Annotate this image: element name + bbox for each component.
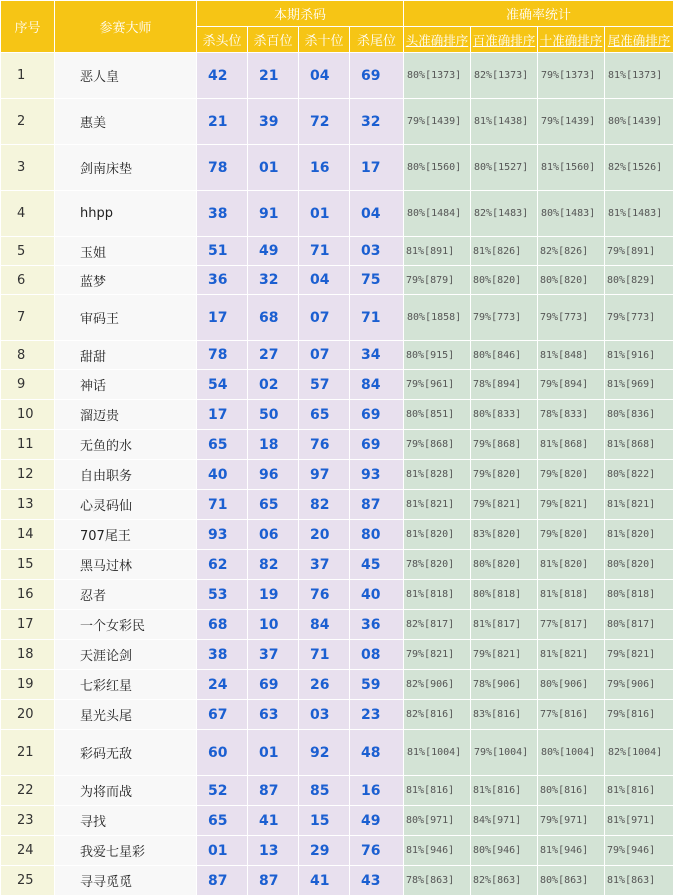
kill-hundreds-value: 82: [248, 550, 299, 580]
row-seq: 25: [1, 866, 55, 896]
kill-hundreds-value: 68: [248, 295, 299, 341]
row-seq: 23: [1, 806, 55, 836]
acc-tens-value: 82%[826]: [538, 237, 605, 266]
kill-hundreds-value: 02: [248, 370, 299, 400]
kill-hundreds-value: 39: [248, 99, 299, 145]
acc-tens-value: 80%[820]: [538, 266, 605, 295]
kill-head-value: 53: [197, 580, 248, 610]
kill-hundreds-value: 13: [248, 836, 299, 866]
kill-hundreds-value: 87: [248, 776, 299, 806]
kill-tens-value: 15: [299, 806, 350, 836]
header-kill-tail: 杀尾位: [350, 27, 404, 53]
master-name: 彩码无敌: [55, 730, 197, 776]
master-name: 无鱼的水: [55, 430, 197, 460]
kill-tens-value: 41: [299, 866, 350, 896]
kill-tens-value: 07: [299, 341, 350, 370]
row-seq: 18: [1, 640, 55, 670]
row-seq: 5: [1, 237, 55, 266]
master-name: 蓝梦: [55, 266, 197, 295]
kill-hundreds-value: 96: [248, 460, 299, 490]
kill-tens-value: 37: [299, 550, 350, 580]
kill-head-value: 65: [197, 806, 248, 836]
kill-head-value: 38: [197, 191, 248, 237]
acc-hundreds-value: 80%[820]: [471, 550, 538, 580]
header-acc-tens-link[interactable]: 十准确排序: [538, 27, 605, 53]
kill-tail-value: 40: [350, 580, 404, 610]
table-row: [1, 145, 674, 191]
kill-head-value: 36: [197, 266, 248, 295]
acc-tail-value: 79%[773]: [605, 295, 674, 341]
row-seq: 3: [1, 145, 55, 191]
kill-tens-value: 26: [299, 670, 350, 700]
kill-tens-value: 71: [299, 237, 350, 266]
acc-head-value: 82%[817]: [404, 610, 471, 640]
kill-hundreds-value: 41: [248, 806, 299, 836]
table-row: [1, 490, 674, 520]
acc-tail-value: 79%[816]: [605, 700, 674, 730]
row-seq: 22: [1, 776, 55, 806]
header-acc-head-link[interactable]: 头准确排序: [404, 27, 471, 53]
kill-head-value: 62: [197, 550, 248, 580]
acc-tail-value: 79%[891]: [605, 237, 674, 266]
master-name: 惠美: [55, 99, 197, 145]
table-row: [1, 237, 674, 266]
kill-tail-value: 04: [350, 191, 404, 237]
header-acc-hundreds-link[interactable]: 百准确排序: [471, 27, 538, 53]
acc-head-value: 81%[820]: [404, 520, 471, 550]
table-row: [1, 730, 674, 776]
kill-tens-value: 20: [299, 520, 350, 550]
kill-tens-value: 03: [299, 700, 350, 730]
acc-hundreds-value: 78%[894]: [471, 370, 538, 400]
acc-tens-value: 81%[820]: [538, 550, 605, 580]
acc-tens-value: 81%[821]: [538, 640, 605, 670]
acc-tens-value: 79%[820]: [538, 520, 605, 550]
acc-tens-value: 81%[1560]: [538, 145, 605, 191]
kill-tens-value: 76: [299, 580, 350, 610]
acc-head-value: 80%[971]: [404, 806, 471, 836]
acc-tail-value: 81%[1373]: [605, 53, 674, 99]
header-kill-hundreds: 杀百位: [248, 27, 299, 53]
acc-tail-value: 80%[817]: [605, 610, 674, 640]
acc-head-value: 79%[868]: [404, 430, 471, 460]
acc-tail-value: 80%[820]: [605, 550, 674, 580]
acc-hundreds-value: 79%[868]: [471, 430, 538, 460]
row-seq: 17: [1, 610, 55, 640]
kill-head-value: 17: [197, 295, 248, 341]
kill-hundreds-value: 06: [248, 520, 299, 550]
master-name: 寻寻觅觅: [55, 866, 197, 896]
kill-tail-value: 69: [350, 400, 404, 430]
master-name: 恶人皇: [55, 53, 197, 99]
acc-hundreds-value: 82%[1483]: [471, 191, 538, 237]
acc-head-value: 81%[891]: [404, 237, 471, 266]
acc-hundreds-value: 80%[1527]: [471, 145, 538, 191]
header-master: 参赛大师: [55, 1, 197, 53]
kill-head-value: 17: [197, 400, 248, 430]
acc-tail-value: 82%[1004]: [605, 730, 674, 776]
acc-head-value: 80%[1484]: [404, 191, 471, 237]
acc-head-value: 81%[946]: [404, 836, 471, 866]
kill-tail-value: 84: [350, 370, 404, 400]
acc-tail-value: 80%[836]: [605, 400, 674, 430]
master-name: 自由职务: [55, 460, 197, 490]
acc-tail-value: 79%[821]: [605, 640, 674, 670]
acc-hundreds-value: 79%[820]: [471, 460, 538, 490]
table-row: [1, 550, 674, 580]
kill-head-value: 24: [197, 670, 248, 700]
acc-head-value: 81%[816]: [404, 776, 471, 806]
acc-head-value: 81%[818]: [404, 580, 471, 610]
kill-tail-value: 59: [350, 670, 404, 700]
kill-tens-value: 82: [299, 490, 350, 520]
acc-tens-value: 79%[1439]: [538, 99, 605, 145]
acc-tail-value: 80%[1439]: [605, 99, 674, 145]
acc-hundreds-value: 78%[906]: [471, 670, 538, 700]
row-seq: 11: [1, 430, 55, 460]
kill-tail-value: 69: [350, 430, 404, 460]
acc-head-value: 80%[851]: [404, 400, 471, 430]
kill-head-value: 87: [197, 866, 248, 896]
master-name: 七彩红星: [55, 670, 197, 700]
kill-tail-value: 87: [350, 490, 404, 520]
acc-tail-value: 79%[946]: [605, 836, 674, 866]
kill-tail-value: 71: [350, 295, 404, 341]
acc-head-value: 80%[1560]: [404, 145, 471, 191]
kill-tail-value: 75: [350, 266, 404, 295]
acc-head-value: 81%[1004]: [404, 730, 471, 776]
kill-hundreds-value: 27: [248, 341, 299, 370]
kill-tens-value: 76: [299, 430, 350, 460]
table-row: [1, 670, 674, 700]
acc-tail-value: 81%[916]: [605, 341, 674, 370]
acc-tail-value: 81%[868]: [605, 430, 674, 460]
acc-tens-value: 79%[773]: [538, 295, 605, 341]
row-seq: 6: [1, 266, 55, 295]
acc-head-value: 79%[879]: [404, 266, 471, 295]
kill-tail-value: 93: [350, 460, 404, 490]
acc-hundreds-value: 82%[863]: [471, 866, 538, 896]
table-row: [1, 610, 674, 640]
row-seq: 10: [1, 400, 55, 430]
acc-hundreds-value: 83%[820]: [471, 520, 538, 550]
kill-tens-value: 65: [299, 400, 350, 430]
table-row: [1, 370, 674, 400]
acc-tens-value: 81%[848]: [538, 341, 605, 370]
kill-hundreds-value: 69: [248, 670, 299, 700]
acc-tail-value: 82%[1526]: [605, 145, 674, 191]
acc-head-value: 81%[828]: [404, 460, 471, 490]
acc-hundreds-value: 83%[816]: [471, 700, 538, 730]
master-name: 溜迈贵: [55, 400, 197, 430]
table-row: [1, 640, 674, 670]
kill-hundreds-value: 49: [248, 237, 299, 266]
header-kill-head: 杀头位: [197, 27, 248, 53]
acc-hundreds-value: 81%[816]: [471, 776, 538, 806]
acc-hundreds-value: 79%[1004]: [471, 730, 538, 776]
kill-head-value: 40: [197, 460, 248, 490]
acc-hundreds-value: 84%[971]: [471, 806, 538, 836]
row-seq: 2: [1, 99, 55, 145]
acc-head-value: 79%[1439]: [404, 99, 471, 145]
acc-head-value: 81%[821]: [404, 490, 471, 520]
table-row: [1, 266, 674, 295]
kill-tail-value: 03: [350, 237, 404, 266]
kill-tens-value: 92: [299, 730, 350, 776]
acc-hundreds-value: 82%[1373]: [471, 53, 538, 99]
acc-tens-value: 81%[946]: [538, 836, 605, 866]
acc-tail-value: 81%[1483]: [605, 191, 674, 237]
kill-head-value: 01: [197, 836, 248, 866]
kill-tens-value: 04: [299, 266, 350, 295]
table-row: [1, 776, 674, 806]
acc-hundreds-value: 80%[820]: [471, 266, 538, 295]
header-kill-tens: 杀十位: [299, 27, 350, 53]
acc-tens-value: 79%[971]: [538, 806, 605, 836]
acc-tens-value: 79%[894]: [538, 370, 605, 400]
row-seq: 14: [1, 520, 55, 550]
kill-tail-value: 08: [350, 640, 404, 670]
master-name: hhpp: [55, 191, 197, 237]
kill-head-value: 51: [197, 237, 248, 266]
table-row: [1, 430, 674, 460]
acc-hundreds-value: 80%[946]: [471, 836, 538, 866]
acc-hundreds-value: 79%[773]: [471, 295, 538, 341]
header-acc-tail-link[interactable]: 尾准确排序: [605, 27, 674, 53]
master-name: 星光头尾: [55, 700, 197, 730]
row-seq: 16: [1, 580, 55, 610]
kill-head-value: 68: [197, 610, 248, 640]
kill-tens-value: 97: [299, 460, 350, 490]
acc-tail-value: 80%[829]: [605, 266, 674, 295]
table-row: [1, 191, 674, 237]
acc-tens-value: 79%[820]: [538, 460, 605, 490]
acc-tens-value: 80%[863]: [538, 866, 605, 896]
kill-tail-value: 36: [350, 610, 404, 640]
kill-tens-value: 71: [299, 640, 350, 670]
kill-head-value: 93: [197, 520, 248, 550]
master-name: 心灵码仙: [55, 490, 197, 520]
kill-hundreds-value: 01: [248, 730, 299, 776]
master-name: 审码王: [55, 295, 197, 341]
kill-tens-value: 85: [299, 776, 350, 806]
row-seq: 13: [1, 490, 55, 520]
kill-tail-value: 43: [350, 866, 404, 896]
acc-tens-value: 79%[1373]: [538, 53, 605, 99]
header-kill-group: 本期杀码: [197, 1, 404, 27]
acc-head-value: 80%[915]: [404, 341, 471, 370]
kill-hundreds-value: 10: [248, 610, 299, 640]
kill-hundreds-value: 19: [248, 580, 299, 610]
acc-tens-value: 77%[816]: [538, 700, 605, 730]
kill-tens-value: 16: [299, 145, 350, 191]
kill-tail-value: 32: [350, 99, 404, 145]
kill-head-value: 38: [197, 640, 248, 670]
table-row: [1, 341, 674, 370]
master-name: 剑南床垫: [55, 145, 197, 191]
kill-hundreds-value: 91: [248, 191, 299, 237]
table-row: [1, 99, 674, 145]
table-row: [1, 460, 674, 490]
acc-head-value: 82%[906]: [404, 670, 471, 700]
master-name: 寻找: [55, 806, 197, 836]
row-seq: 12: [1, 460, 55, 490]
acc-tail-value: 81%[863]: [605, 866, 674, 896]
kill-tail-value: 80: [350, 520, 404, 550]
kill-tail-value: 49: [350, 806, 404, 836]
row-seq: 20: [1, 700, 55, 730]
acc-tail-value: 81%[820]: [605, 520, 674, 550]
kill-tens-value: 29: [299, 836, 350, 866]
acc-tens-value: 80%[906]: [538, 670, 605, 700]
kill-head-value: 60: [197, 730, 248, 776]
table-row: [1, 866, 674, 896]
kill-tail-value: 45: [350, 550, 404, 580]
acc-tail-value: 81%[821]: [605, 490, 674, 520]
acc-hundreds-value: 81%[817]: [471, 610, 538, 640]
acc-tens-value: 80%[1004]: [538, 730, 605, 776]
master-name: 黑马过林: [55, 550, 197, 580]
acc-tail-value: 81%[816]: [605, 776, 674, 806]
kill-hundreds-value: 18: [248, 430, 299, 460]
acc-head-value: 78%[820]: [404, 550, 471, 580]
kill-tail-value: 34: [350, 341, 404, 370]
kill-head-value: 71: [197, 490, 248, 520]
acc-tail-value: 80%[818]: [605, 580, 674, 610]
kill-hundreds-value: 21: [248, 53, 299, 99]
acc-tens-value: 77%[817]: [538, 610, 605, 640]
table-row: [1, 836, 674, 866]
table-row: [1, 806, 674, 836]
acc-tail-value: 80%[822]: [605, 460, 674, 490]
master-name: 一个女彩民: [55, 610, 197, 640]
kill-hundreds-value: 50: [248, 400, 299, 430]
row-seq: 15: [1, 550, 55, 580]
acc-hundreds-value: 79%[821]: [471, 490, 538, 520]
kill-head-value: 78: [197, 341, 248, 370]
table-body: [1, 53, 674, 896]
kill-head-value: 21: [197, 99, 248, 145]
kill-tens-value: 04: [299, 53, 350, 99]
kill-hundreds-value: 37: [248, 640, 299, 670]
master-name: 忍者: [55, 580, 197, 610]
kill-tens-value: 84: [299, 610, 350, 640]
row-seq: 8: [1, 341, 55, 370]
kill-tail-value: 48: [350, 730, 404, 776]
table-row: [1, 520, 674, 550]
master-name: 我爱七星彩: [55, 836, 197, 866]
header-row-top: [1, 1, 674, 27]
kill-head-value: 42: [197, 53, 248, 99]
acc-head-value: 82%[816]: [404, 700, 471, 730]
kill-hundreds-value: 32: [248, 266, 299, 295]
acc-tens-value: 79%[821]: [538, 490, 605, 520]
acc-head-value: 79%[961]: [404, 370, 471, 400]
kill-tail-value: 76: [350, 836, 404, 866]
table-row: [1, 400, 674, 430]
acc-hundreds-value: 79%[821]: [471, 640, 538, 670]
kill-tens-value: 07: [299, 295, 350, 341]
acc-tail-value: 81%[971]: [605, 806, 674, 836]
acc-head-value: 79%[821]: [404, 640, 471, 670]
kill-hundreds-value: 65: [248, 490, 299, 520]
table-row: [1, 580, 674, 610]
acc-head-value: 78%[863]: [404, 866, 471, 896]
master-name: 天涯论剑: [55, 640, 197, 670]
kill-tail-value: 17: [350, 145, 404, 191]
kill-tens-value: 57: [299, 370, 350, 400]
acc-head-value: 80%[1373]: [404, 53, 471, 99]
table-row: [1, 700, 674, 730]
kill-head-value: 54: [197, 370, 248, 400]
row-seq: 7: [1, 295, 55, 341]
kill-head-value: 65: [197, 430, 248, 460]
kill-tens-value: 72: [299, 99, 350, 145]
master-name: 神话: [55, 370, 197, 400]
table-row: [1, 295, 674, 341]
row-seq: 19: [1, 670, 55, 700]
acc-hundreds-value: 81%[1438]: [471, 99, 538, 145]
acc-hundreds-value: 80%[846]: [471, 341, 538, 370]
acc-tens-value: 78%[833]: [538, 400, 605, 430]
acc-tens-value: 80%[816]: [538, 776, 605, 806]
kill-hundreds-value: 01: [248, 145, 299, 191]
acc-hundreds-value: 80%[818]: [471, 580, 538, 610]
kill-hundreds-value: 63: [248, 700, 299, 730]
master-name: 玉姐: [55, 237, 197, 266]
kill-tens-value: 01: [299, 191, 350, 237]
kill-head-value: 78: [197, 145, 248, 191]
row-seq: 4: [1, 191, 55, 237]
acc-tail-value: 79%[906]: [605, 670, 674, 700]
acc-tail-value: 81%[969]: [605, 370, 674, 400]
master-name: 甜甜: [55, 341, 197, 370]
row-seq: 1: [1, 53, 55, 99]
header-accuracy-group: 准确率统计: [404, 1, 674, 27]
row-seq: 21: [1, 730, 55, 776]
kill-tail-value: 16: [350, 776, 404, 806]
acc-tens-value: 81%[818]: [538, 580, 605, 610]
kill-hundreds-value: 87: [248, 866, 299, 896]
kill-tail-value: 23: [350, 700, 404, 730]
kill-tail-value: 69: [350, 53, 404, 99]
table-row: [1, 53, 674, 99]
master-name: 为将而战: [55, 776, 197, 806]
kill-head-value: 67: [197, 700, 248, 730]
master-name: 707尾王: [55, 520, 197, 550]
row-seq: 9: [1, 370, 55, 400]
row-seq: 24: [1, 836, 55, 866]
acc-tens-value: 80%[1483]: [538, 191, 605, 237]
acc-hundreds-value: 81%[826]: [471, 237, 538, 266]
acc-head-value: 80%[1858]: [404, 295, 471, 341]
acc-hundreds-value: 80%[833]: [471, 400, 538, 430]
header-seq: 序号: [1, 1, 55, 53]
acc-tens-value: 81%[868]: [538, 430, 605, 460]
kill-head-value: 52: [197, 776, 248, 806]
